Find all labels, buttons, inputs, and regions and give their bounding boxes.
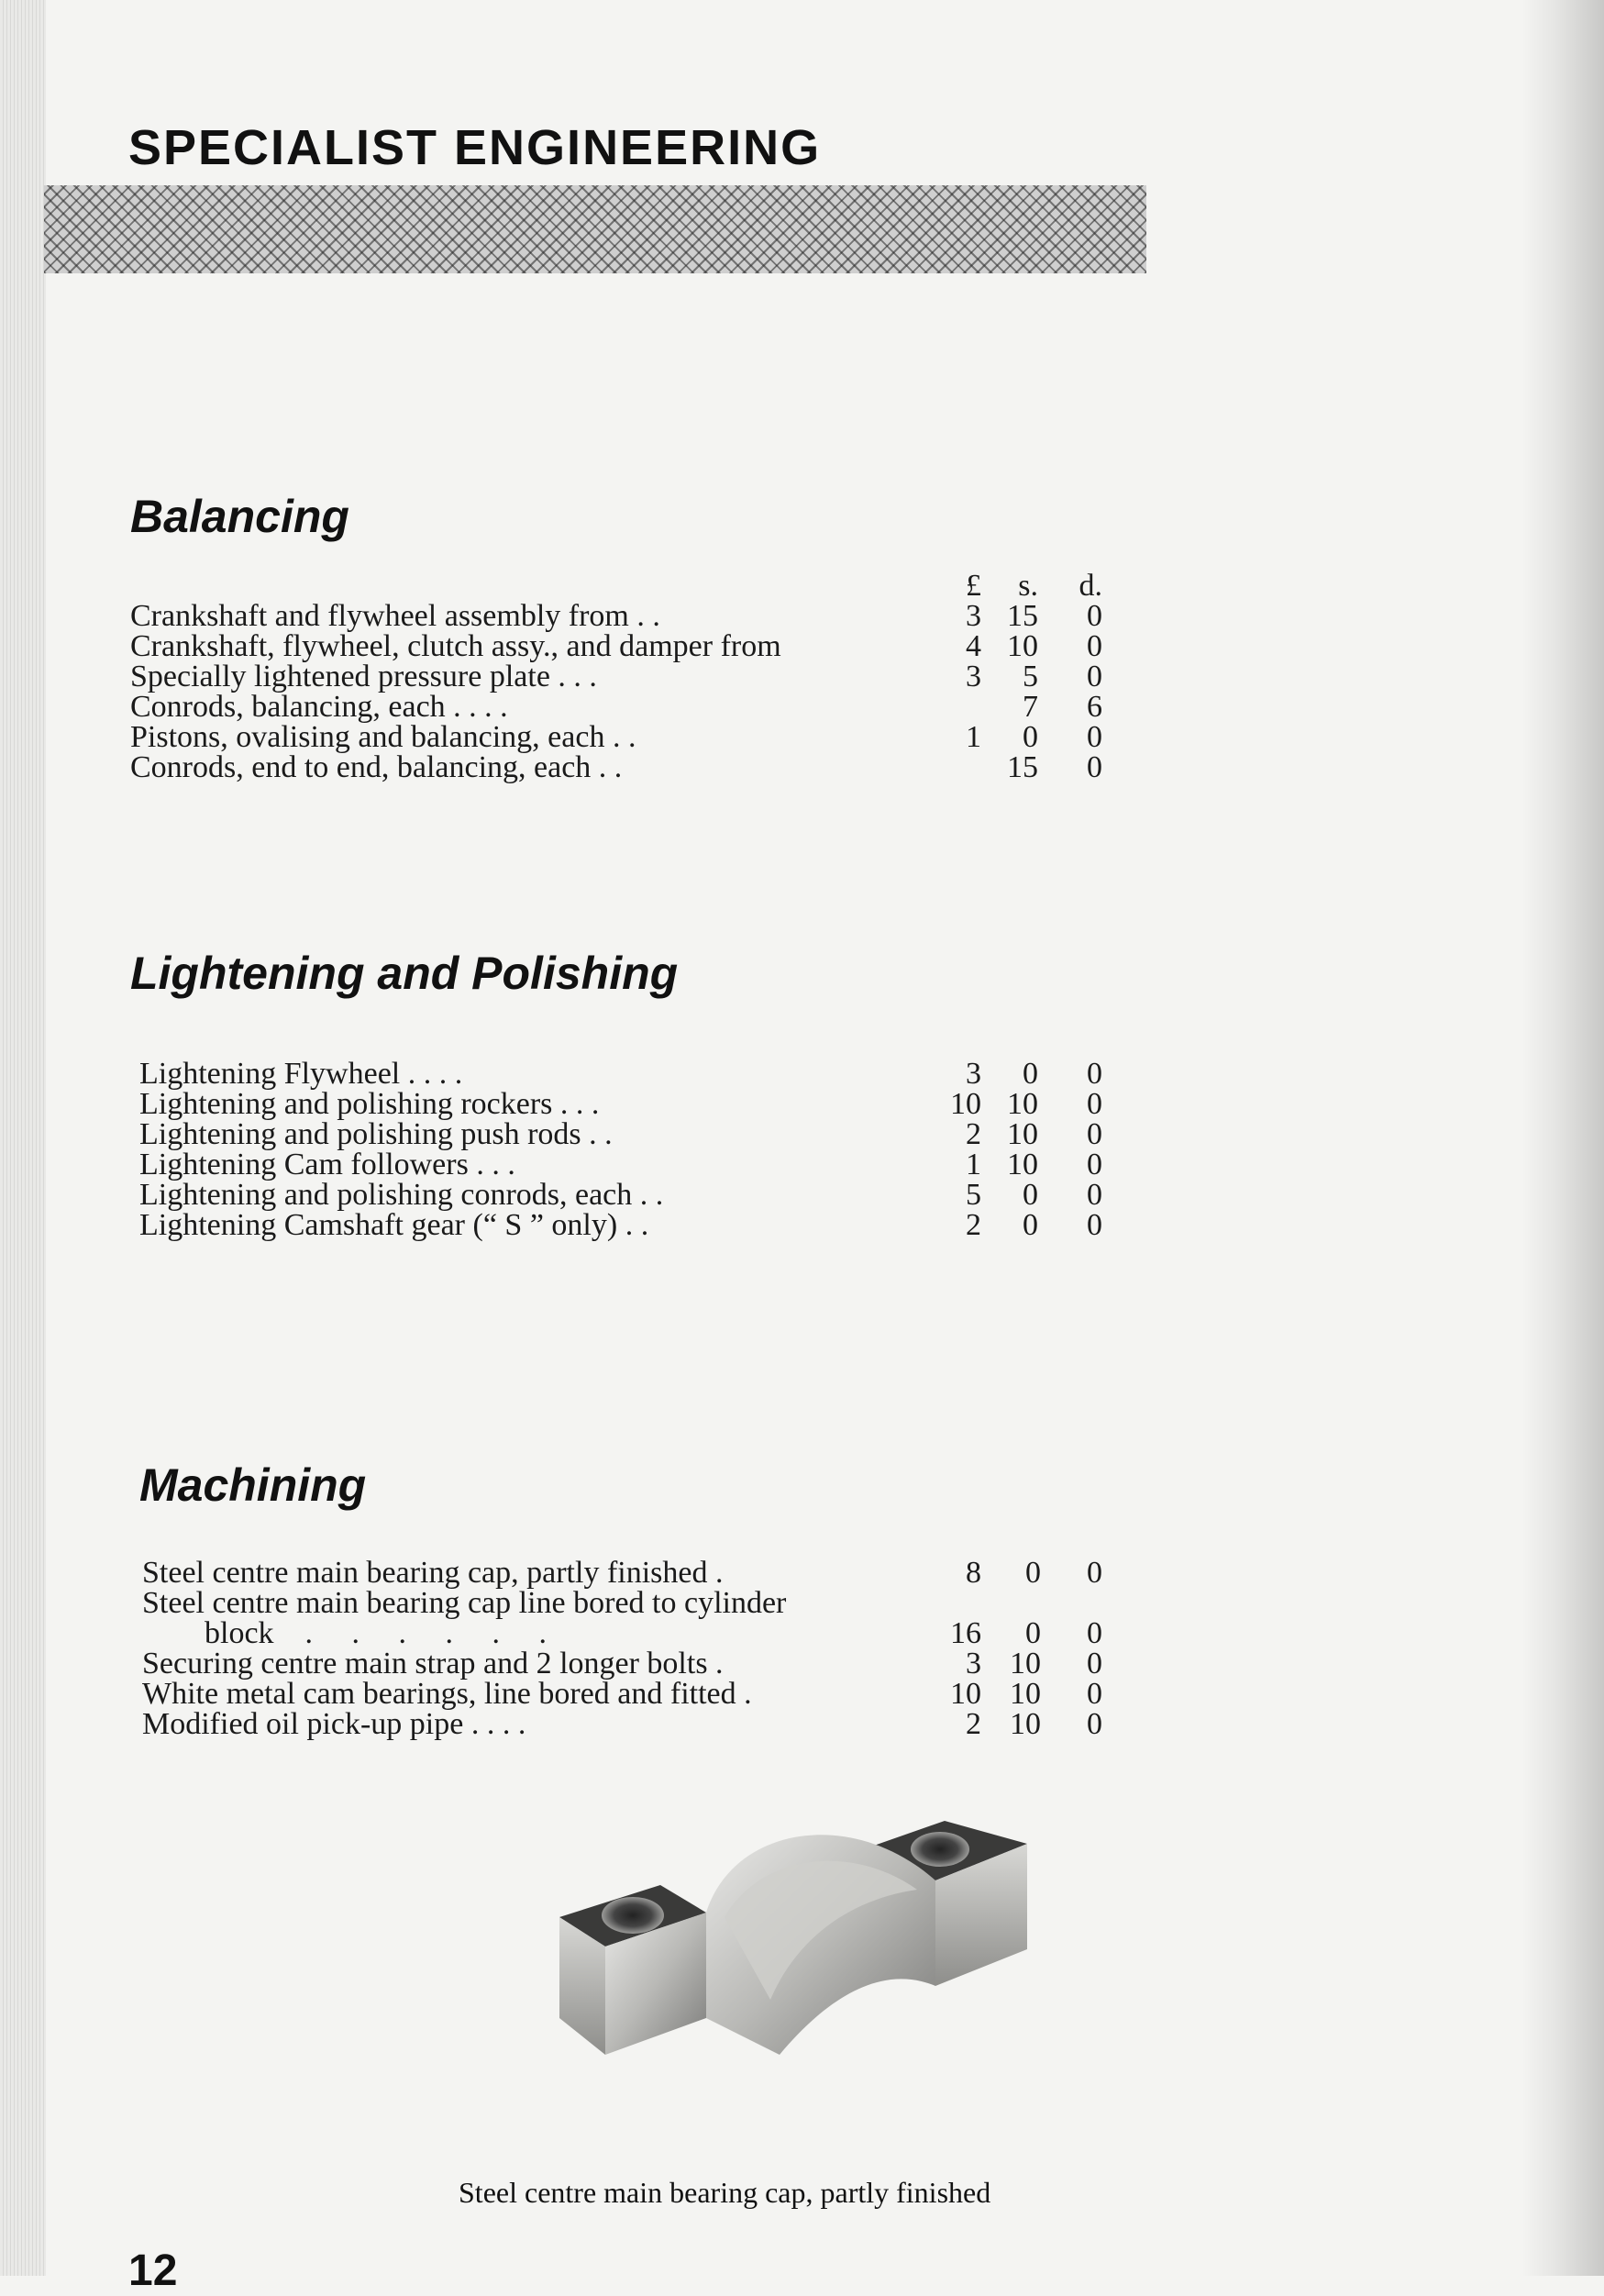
section-heading-lightening-polishing: Lightening and Polishing: [130, 948, 679, 999]
price-row: Crankshaft, flywheel, clutch assy., and damper from 4 10 0: [130, 629, 1102, 663]
price-row: Lightening and polishing conrods, each . . 5 0 0: [139, 1178, 1102, 1212]
price-row: White metal cam bearings, line bored and fitted . 10 10 0: [142, 1677, 1102, 1711]
price-row: Steel centre main bearing cap, partly finished . 8 0 0: [142, 1556, 1102, 1590]
price-table-balancing: [130, 571, 1139, 782]
price-row: Pistons, ovalising and balancing, each . . 1 0 0: [130, 720, 1102, 754]
price-row: Modified oil pick-up pipe . . . . 2 10 0: [142, 1707, 1102, 1741]
price-row: Specially lightened pressure plate . . . 3 5 0: [130, 660, 1102, 693]
price-row: Lightening Flywheel . . . . 3 0 0: [139, 1057, 1102, 1091]
column-header-shillings: s.: [1018, 569, 1038, 603]
section-heading-machining: Machining: [139, 1459, 367, 1511]
price-row: Lightening and polishing rockers . . . 10 10 0: [139, 1087, 1102, 1121]
price-row: block . . . . . . 16 0 0: [142, 1616, 1102, 1650]
section-heading-balancing: Balancing: [130, 491, 349, 542]
price-row: Crankshaft and flywheel assembly from . . 3 15 0: [130, 599, 1102, 633]
price-table-machining: [142, 1558, 1151, 1739]
price-row: Conrods, end to end, balancing, each . . 15 0: [130, 750, 1102, 784]
hatched-header-band: [44, 185, 1146, 273]
page-edge-shadow: [1521, 0, 1604, 2276]
page-gutter: [0, 0, 46, 2276]
price-row: Lightening Camshaft gear (“ S ” only) . . 2 0 0: [139, 1208, 1102, 1242]
price-row: Lightening Cam followers . . . 1 10 0: [139, 1148, 1102, 1181]
column-headers: [130, 571, 1139, 601]
figure-caption: Steel centre main bearing cap, partly finished: [459, 2176, 991, 2209]
price-row: Conrods, balancing, each . . . . 7 6: [130, 690, 1102, 724]
page-title: SPECIALIST ENGINEERING: [128, 120, 822, 175]
column-header-pence: d.: [1079, 569, 1102, 603]
bearing-cap-photo: [550, 1789, 1064, 2156]
price-row: Lightening and polishing push rods . . 2 10 0: [139, 1117, 1102, 1151]
column-header-pounds: £: [966, 569, 981, 603]
price-table-lightening-polishing: [139, 1059, 1148, 1240]
price-row: Steel centre main bearing cap line bored to cylinder: [142, 1586, 787, 1620]
page-number: 12: [128, 2246, 178, 2295]
price-row: Securing centre main strap and 2 longer bolts . 3 10 0: [142, 1647, 1102, 1680]
